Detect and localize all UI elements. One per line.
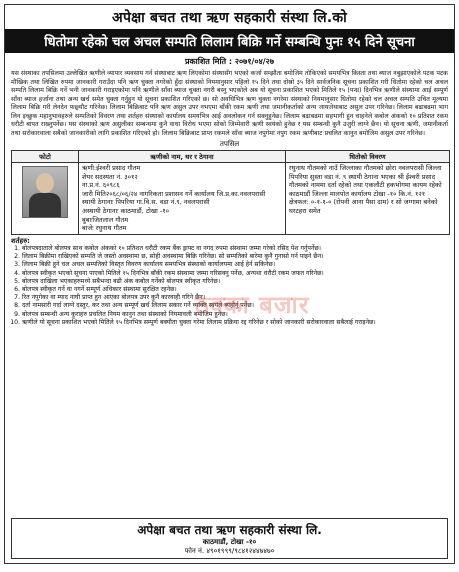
footer-box <box>11 518 448 559</box>
watermark-logo: ठक्का बजार <box>195 291 310 319</box>
collateral-details <box>286 163 450 235</box>
term-item: 10. ऋणीले यो सूचना प्रकाशित भएको मितिले १५ दिनभित्र सम्पूर्ण बक्यौता चुक्ता गरेमा लिलाम प्रक्रिया रद्द गरिनेछ र सोको जानकारी सरोकारवाला सबैलाई गराइनेछ। <box>22 319 448 327</box>
org-name-heading: अपेक्षा बचत तथा ऋण सहकारी संस्था लि.को <box>112 10 347 26</box>
borrower-details <box>79 163 286 235</box>
borrower-column-header: ऋणीको नाम, थर र ठेगाना <box>79 151 286 163</box>
term-item: 2. लिलाम बिक्रीमा राखिएको सम्पति जे जस्तो अवस्थामा छ, सोही अवस्थामा बिक्रि गरिनेछ। सो सम्पतिको बारेमा कुनै गुनासो गर्न पाइने छैन। <box>22 253 448 261</box>
collateral-column-header: धितोको विवरण <box>286 151 450 163</box>
notice-title-banner: धितोमा रहेको चल अचल सम्पति लिलाम बिक्रि गर्ने सम्बन्धि पुनः १५ दिने सूचना <box>5 29 454 53</box>
notice-body-text: यस संस्थाका तपसिलमा उल्लेखित ऋणीले व्यापार व्यवसाय गर्न संस्थाबाट ऋण लिएकोमा संस्थासँग भएको कर्जा सम्झौता बमोजिम तोकिएको समयभित्र किस्ता तथा ब्याज नबुझाएकोले पटक पटक मौखिक तथा लिखित रुपमा जानकारी गराउँदा पनि ऋण चुक्ता नगरेको हुँदा संस्थाको नियमानुसार पहिलो १५ दिने तथा दोस्रो ३५ दिने सार्वजनिक सूचना प्रकाशित गरी धितोमा रहेको चल अचल सम्पति लिलाम बिक्रि गर्ने भनी जानकारी गराइएकोमा पनि ऋणीले साँवा ब्याज चुक्ता नगरी बस्नु भएकोले अब यो सूचना प्रकाशित भएको मितिले १५ (पन्ध्र) दिनभित्र ऋणीले संस्थामा आई सम्पूर्ण साँवा ब्याज हर्जाना तथा अन्य खर्च समेत चुक्ता गर्नुहुन यो सूचना प्रकाशित गरिएको छ। सो अवधिभित्र ऋण चुक्ता नगरेमा संस्थाको नियमानुसार धितोमा रहेको चल अचल सम्पति उचित मूल्यमा लिलाम बिक्रि गरी लेनदेन फछ्र्यौट गरिनेछ। लिलाम बिक्रिबाट पनि ऋण असुल उपर नभएमा बाँकी रकम ऋणी तथा जमानीकर्ताको अन्य जायजेथाबाट असुल उपर गरिनेछ। लिलाम बढाबढमा भाग लिन इच्छुक महानुभावहरुले सम्पतिको विवरण तथा शर्तहरु संस्थाको कार्यालय समयभित्र आई अवलोकन गर्न सक्नुहुनेछ। लिलाम बढाबढमा सहभागी हुन चाहनेले कबोल अंकको १० प्रतिशत रकम धरौटी बापत राख्नुपर्नेछ। यस संस्थाको ऋण असुलीका सम्बन्धमा कुनै वाधा विरोध भएमा सोको जिम्मेवारी ऋणी स्वयंको हुनेछ र यस सम्बन्धी कुनै उजुरी लाग्ने छैन। यो सूचना ऋणी, जमानीकर्ता तथा सरोकारवाला सबैको जानकारीको लागि प्रकाशित गरिएको हो। लिलाम बिक्रिबाट प्राप्त रकमले साँवा ब्याज नपुगेमा नपुग रकम ऋणीबाट प्रचलित कानुन बमोजिम असुल उपर गरिनेछ। <box>11 70 448 137</box>
borrower-photo <box>22 166 68 218</box>
term-item: 5. बोलपत्र दाखिला भएकाहरुमध्ये सबैभन्दा बढी अंक कबोल गर्नेको बोलपत्र स्वीकृत गरिनेछ। <box>22 278 448 286</box>
footer-org-name: अपेक्षा बचत तथा ऋण सहकारी संस्था लि. <box>137 523 322 537</box>
term-item: 9. बोलपत्र सम्बन्धी अन्य कुराहरु प्रचलित नियम कानुन तथा संस्थाको नियमावली बमोजिम हुनेछ। <box>22 311 448 319</box>
term-item: 8. दर्ता नामसारी गर्दा लाग्ने दस्तुर, कर तथा अन्य सम्पूर्ण खर्च लिलाम सकार गर्ने व्यक्ति स्वयंले ब्यहोर्नु पर्नेछ। <box>22 302 448 310</box>
term-item: 3. लिलाम बिक्री हुने चल अचल सम्पतिको विस्तृत विवरण कार्यालय समयभित्र संस्थाको कार्यालयमा आई हेर्न सकिनेछ। <box>22 261 448 269</box>
notice-page <box>4 4 455 564</box>
tarfa-label: तपसिल <box>219 140 240 148</box>
photo-column-header: फोटो <box>12 151 79 163</box>
term-item: 1. बोलपत्रदाताले बोलपत्र साथ कबोल अंकको १० प्रतिशत धरौटी रकम बैंक ड्राफ्ट वा नगद रुपमा संस्थामा जम्मा गरेको रसिद पेश गर्नुपर्नेछ। <box>22 245 448 253</box>
photo-cell <box>12 163 79 235</box>
term-item: 7. रित नपुगेका वा म्याद नाघी प्राप्त हुन आएका बोलपत्र उपर कुनै कारवाही गरिने छैन। <box>22 294 448 302</box>
borrower-table <box>11 150 450 235</box>
footer-address: काठमाडौं, टोखा -१० <box>202 538 257 546</box>
publish-date: प्रकाशित मिति : २०७१/०४/२७ <box>184 57 274 66</box>
footer-phone: फोन नं. ४९०१९९९/९८४१२४४७४७० <box>184 547 275 555</box>
collateral-text: रघुनाथ गौतमको नाउँ जिल्लाका गौतमको छोरा नवलपरासी जिल्ला पिपरिया सुस्ता वडा नं. ९ स्थायी ठेगाना भएका श्री ईश्वरी प्रसाद गौतमको नाममा दर्ता रहेको तथा एकलौटी हकभोगमा कायम रहेको काठमाडौं जिल्ला मालपोत कार्यालय टोखा -१० कि.नं. १२१ क्षेत्रफल: ०-१-१-० (रोपनी आना पैसा दाम) र सो जग्गामा बनेको घरटहरा समेत <box>289 164 442 215</box>
term-item: 6. बोलपत्र स्वीकृत गर्ने वा नगर्ने सम्पूर्ण अधिकार संस्थामा सुरक्षित रहनेछ। <box>22 286 448 294</box>
terms-heading: शर्तहरु: <box>11 236 30 245</box>
term-item: 4. बोलपत्र स्वीकृत भएको सूचना पाएको मितिले १५ दिनभित्र बाँकी रकम संस्थामा जम्मा गरिसक्नु पर्नेछ, अन्यथा धरौटी रकम जफत गरिनेछ। <box>22 270 448 278</box>
borrower-text: ऋणी:ईश्वरी प्रसाद गौतम शेयर सदस्यता नं. ३०१२ ना.प्र.नं. ६०९८६ जारी मिति२०६८/०६/२४ नागरिकता प्रशासन गर्ने कार्यालय जि.प्र.का.नवलपरासी स्थायी ठेगानाः पिपरिया गा.वि.स. वडा नं.९, नवलपरासी अस्थायी ठेगानाः काठमाडौं, टोखा -१० बुबाःजितलाल गौतम बाजेः रघुनाथ गौतम <box>82 164 266 233</box>
